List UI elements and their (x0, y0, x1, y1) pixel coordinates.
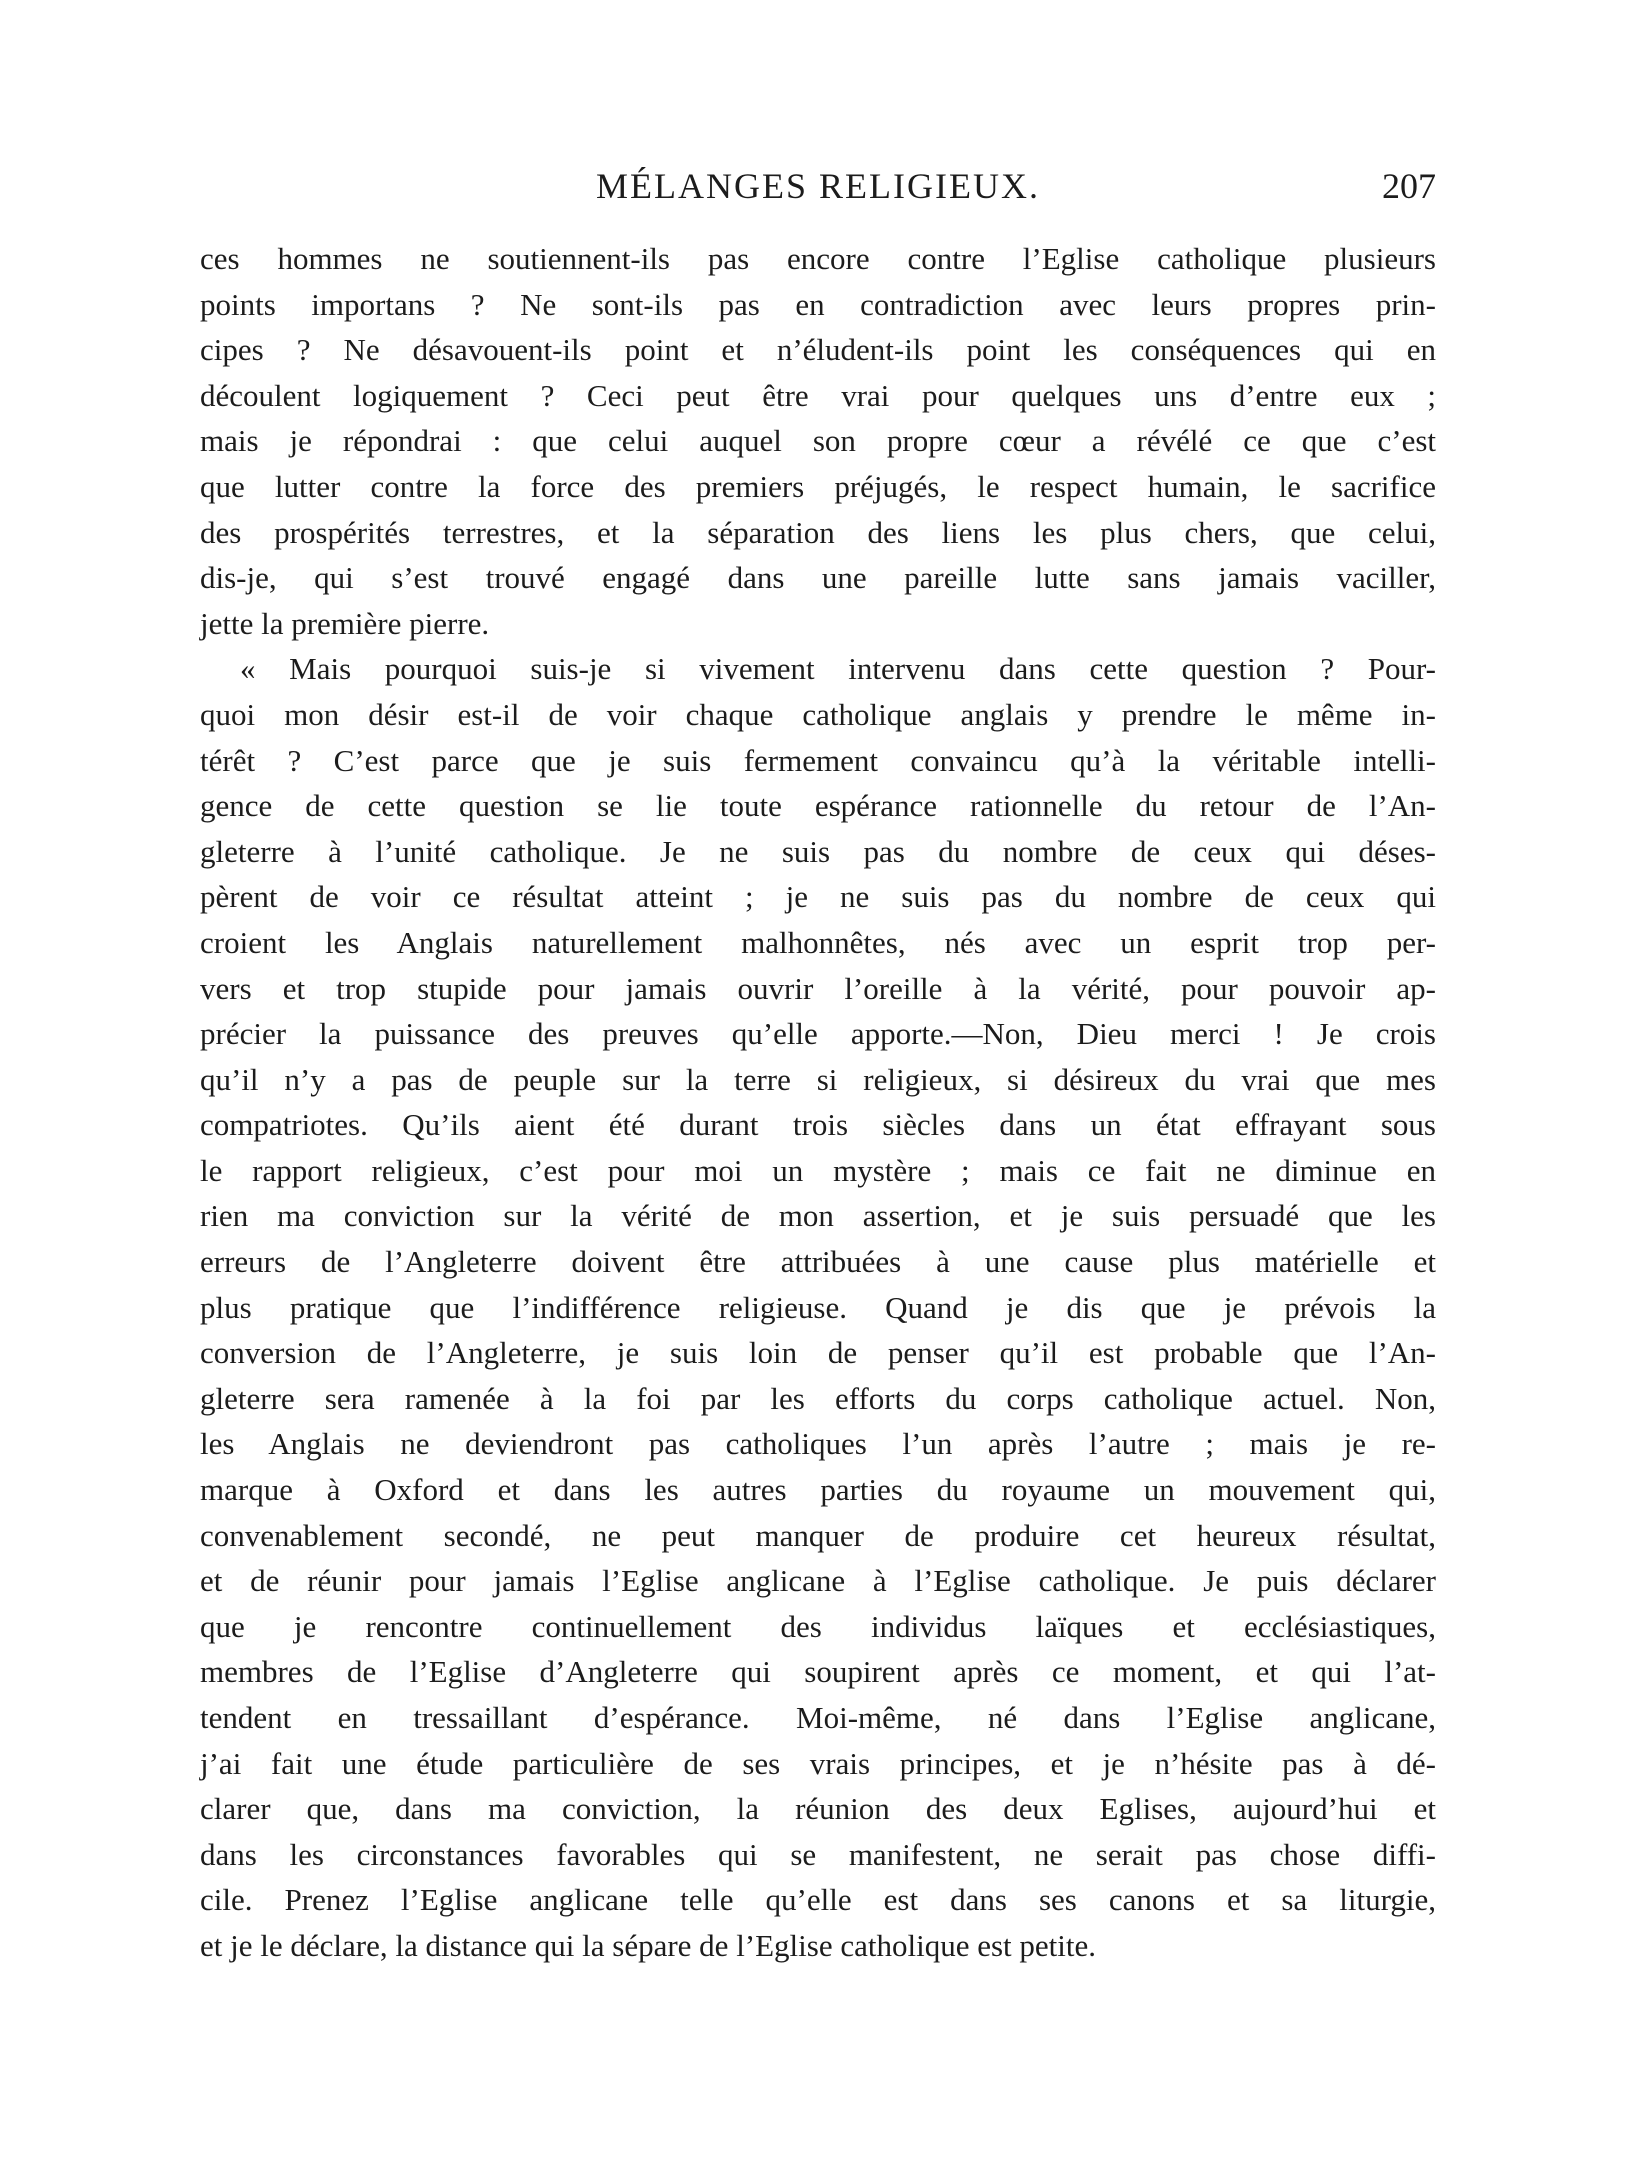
text-line: compatriotes. Qu’ils aient été durant trois siècles dans un état effrayant sous (200, 1107, 1436, 1143)
text-line: croient les Anglais naturellement malhonnêtes, nés avec un esprit trop per- (200, 924, 1436, 960)
text-line: quoi mon désir est-il de voir chaque catholique anglais y prendre le même in- (200, 696, 1436, 732)
text-line: que je rencontre continuellement des individus laïques et ecclésiastiques, (200, 1608, 1436, 1644)
text-line: dis-je, qui s’est trouvé engagé dans une pareille lutte sans jamais vaciller, (200, 560, 1436, 596)
text-line: marque à Oxford et dans les autres parties du royaume un mouvement qui, (200, 1472, 1436, 1508)
text-line: que lutter contre la force des premiers préjugés, le respect humain, le sacrifice (200, 468, 1436, 504)
text-line: et de réunir pour jamais l’Eglise anglicane à l’Eglise catholique. Je puis déclarer (200, 1563, 1436, 1599)
text-line: cipes ? Ne désavouent-ils point et n’éludent-ils point les conséquences qui en (200, 332, 1436, 368)
running-title: MÉLANGES RELIGIEUX. (596, 166, 1040, 206)
text-line: tendent en tressaillant d’espérance. Moi-même, né dans l’Eglise anglicane, (200, 1700, 1436, 1735)
text-line: découlent logiquement ? Ceci peut être vrai pour quelques uns d’entre eux ; (200, 377, 1436, 413)
text-line: précier la puissance des preuves qu’elle apporte.—Non, Dieu merci ! Je crois (200, 1016, 1436, 1052)
text-line: mais je répondrai : que celui auquel son propre cœur a révélé ce que c’est (200, 423, 1436, 459)
text-line: j’ai fait une étude particulière de ses vrais principes, et je n’hésite pas à dé- (200, 1745, 1436, 1781)
text-line: plus pratique que l’indifférence religieuse. Quand je dis que je prévois la (200, 1289, 1436, 1325)
text-line: gleterre sera ramenée à la foi par les efforts du corps catholique actuel. Non, (200, 1380, 1436, 1416)
text-line: qu’il n’y a pas de peuple sur la terre si religieux, si désireux du vrai que mes (200, 1061, 1436, 1097)
text-line: jette la première pierre. (200, 605, 490, 641)
text-line: ces hommes ne soutiennent-ils pas encore contre l’Eglise catholique plusieurs (200, 241, 1436, 276)
text-line: pèrent de voir ce résultat atteint ; je ne suis pas du nombre de ceux qui (200, 879, 1436, 915)
text-line: gleterre à l’unité catholique. Je ne suis pas du nombre de ceux qui déses- (200, 833, 1436, 869)
text-line: gence de cette question se lie toute espérance rationnelle du retour de l’An- (200, 788, 1436, 824)
text-line: vers et trop stupide pour jamais ouvrir l’oreille à la vérité, pour pouvoir ap- (200, 970, 1436, 1006)
page-number: 207 (1382, 166, 1436, 206)
text-line: conversion de l’Angleterre, je suis loin de penser qu’il est probable que l’An- (200, 1335, 1436, 1371)
running-head (200, 150, 1436, 210)
text-line: convenablement secondé, ne peut manquer de produire cet heureux résultat, (200, 1517, 1436, 1553)
text-line: et je le déclare, la distance qui la sépare de l’Eglise catholique est petite. (200, 1927, 1097, 1963)
text-line: cile. Prenez l’Eglise anglicane telle qu’elle est dans ses canons et sa liturgie, (200, 1882, 1436, 1918)
text-line: rien ma conviction sur la vérité de mon assertion, et je suis persuadé que les (200, 1198, 1436, 1234)
text-line: térêt ? C’est parce que je suis fermement convaincu qu’à la véritable intelli- (200, 742, 1436, 778)
text-line: erreurs de l’Angleterre doivent être attribuées à une cause plus matérielle et (200, 1244, 1436, 1280)
text-line: le rapport religieux, c’est pour moi un mystère ; mais ce fait ne diminue en (200, 1152, 1436, 1188)
text-line: des prospérités terrestres, et la séparation des liens les plus chers, que celui, (200, 514, 1436, 550)
text-line: « Mais pourquoi suis-je si vivement intervenu dans cette question ? Pour- (240, 651, 1436, 687)
text-line: membres de l’Eglise d’Angleterre qui soupirent après ce moment, et qui l’at- (200, 1654, 1436, 1690)
text-line: clarer que, dans ma conviction, la réunion des deux Eglises, aujourd’hui et (200, 1791, 1436, 1827)
text-line: points importans ? Ne sont-ils pas en contradiction avec leurs propres prin- (200, 286, 1436, 322)
body-text (200, 236, 1436, 1969)
text-line: dans les circonstances favorables qui se manifestent, ne serait pas chose diffi- (200, 1836, 1436, 1872)
text-line: les Anglais ne deviendront pas catholiques l’un après l’autre ; mais je re- (200, 1426, 1436, 1462)
